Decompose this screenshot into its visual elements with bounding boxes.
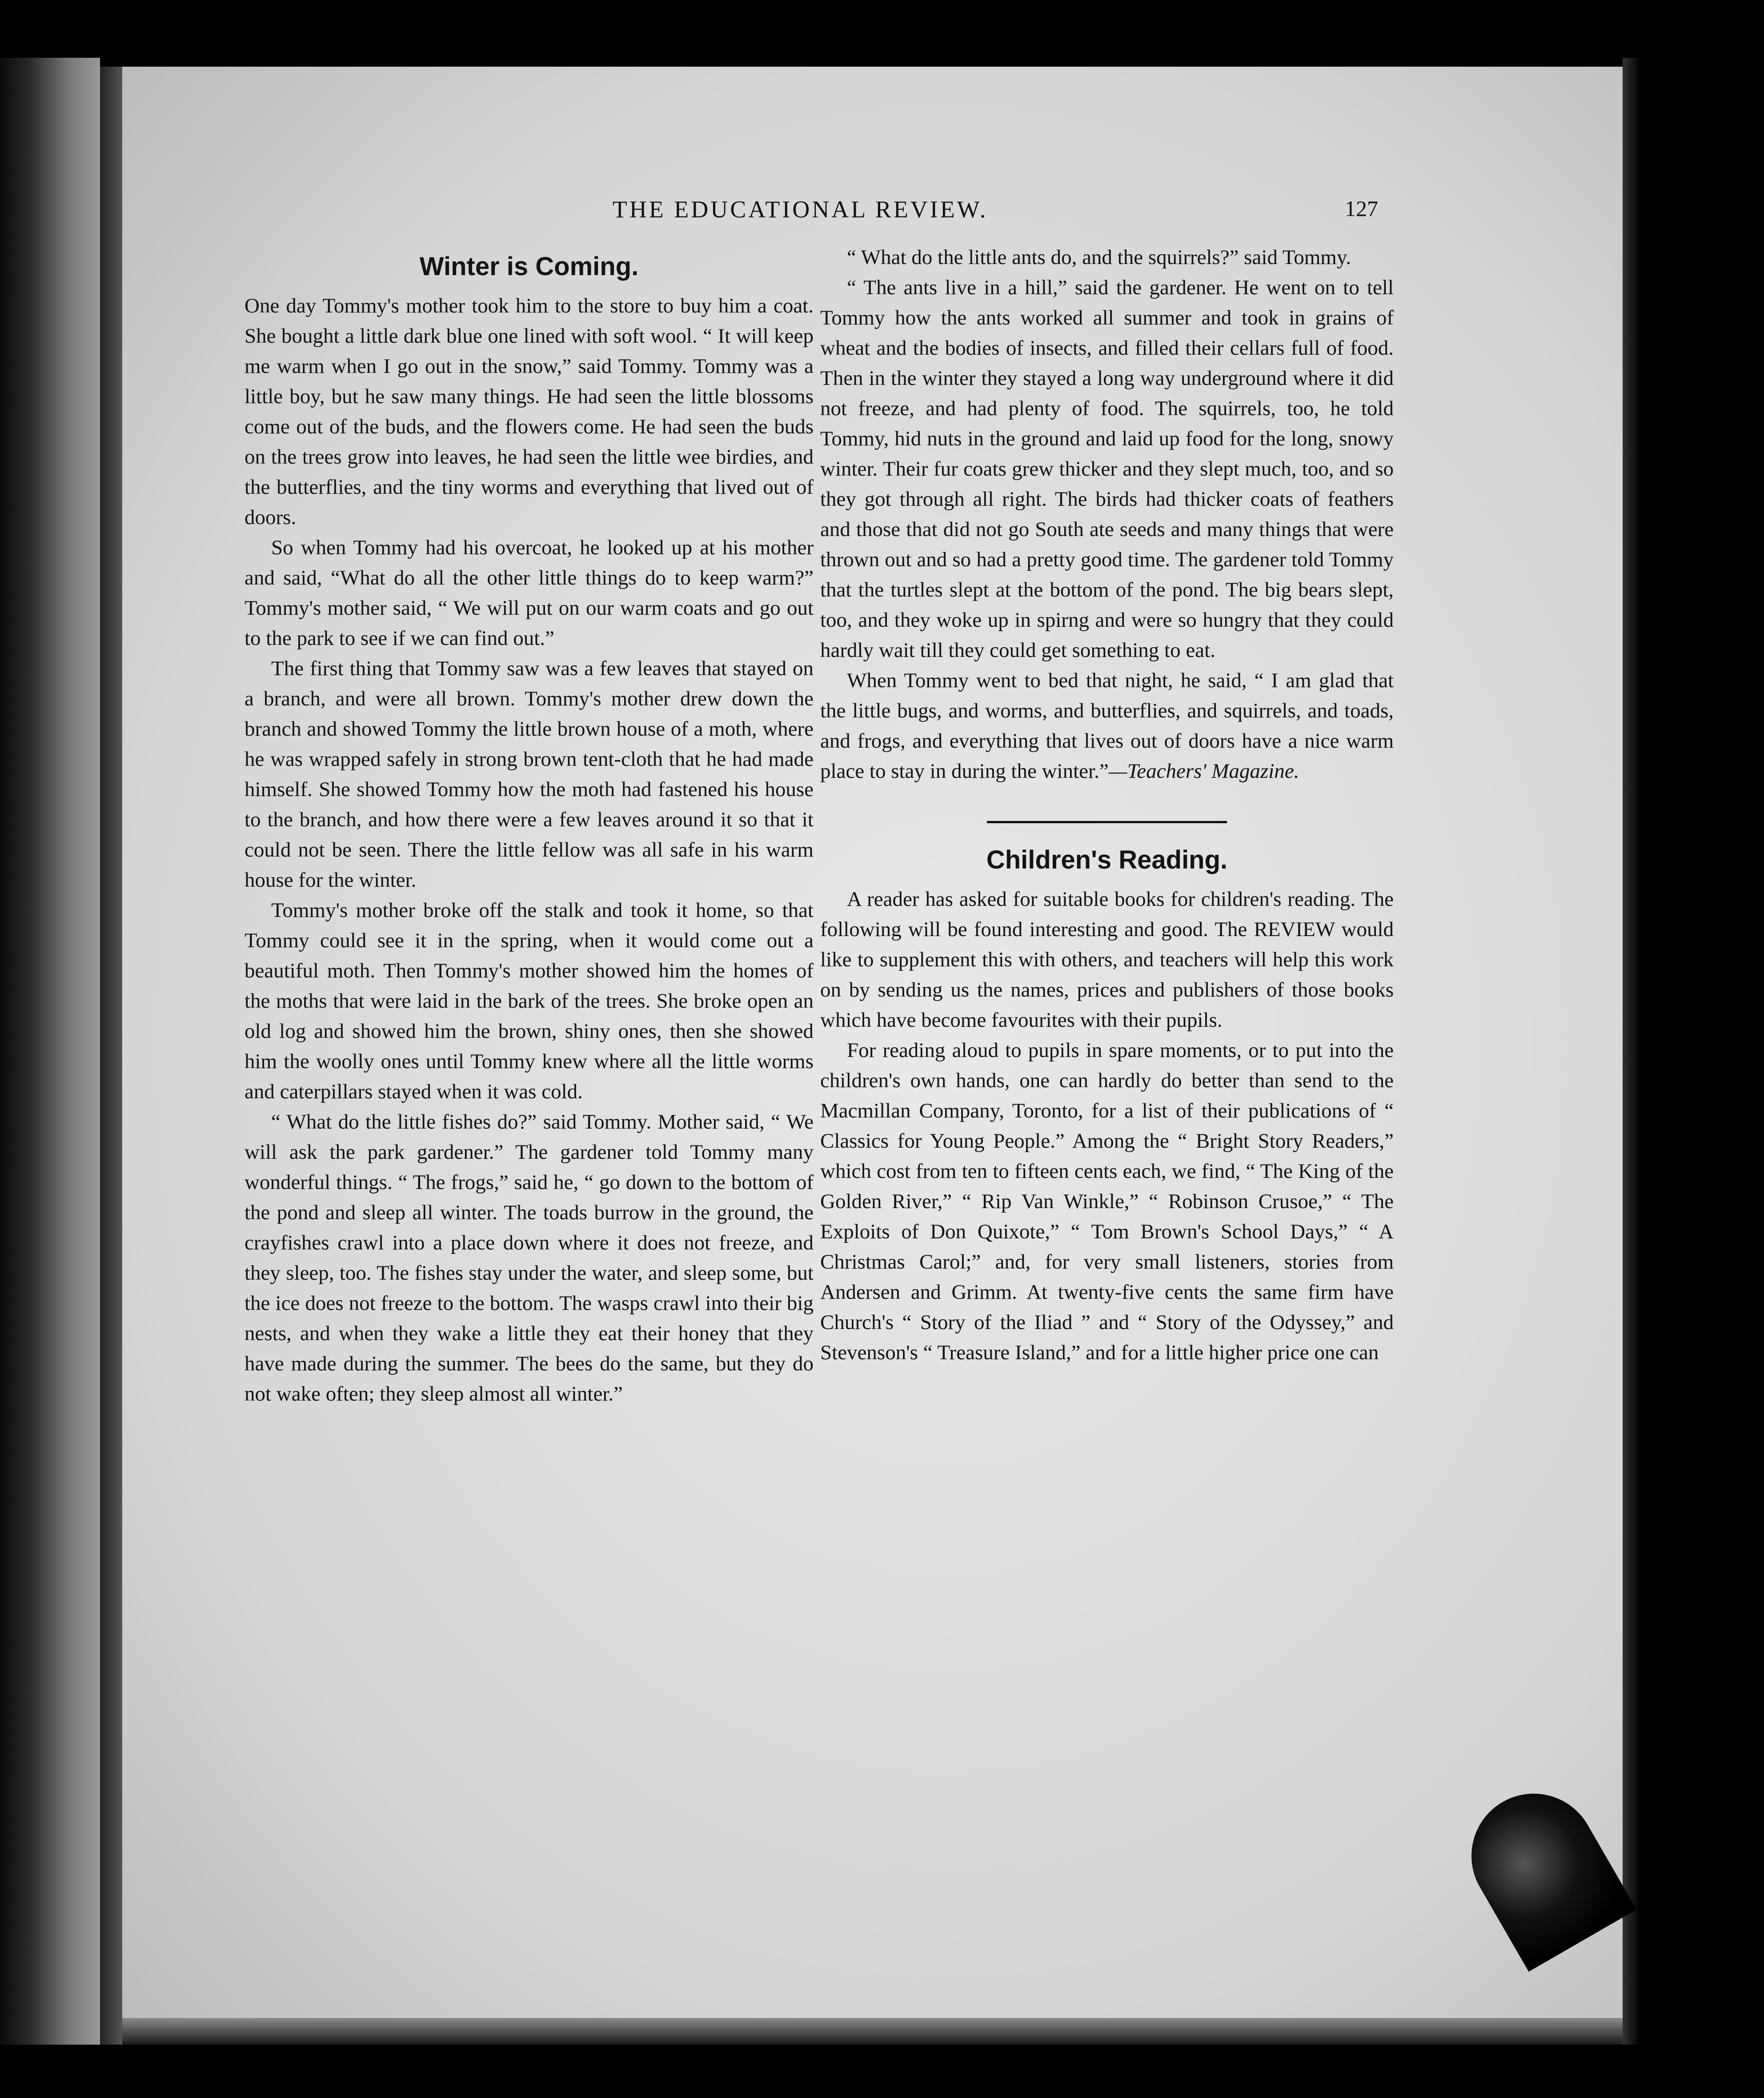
- left-column: [245, 249, 814, 1409]
- page-number: 127: [1345, 196, 1378, 221]
- divider-rule: [987, 821, 1227, 823]
- paragraph: The first thing that Tommy saw was a few leaves that stayed on a branch, and were all brown. Tommy's mother drew down the branch and showed Tommy the little brown house of a moth, where he was wrapped safely in strong brown tent-cloth that he had made himself. She showed Tommy how the moth had fastened his house to the branch, and how there were a few leaves around it so that it could not be seen. There the little fellow was all safe in his warm house for the winter.: [245, 657, 814, 892]
- section-divider: [820, 801, 1394, 832]
- paragraph: So when Tommy had his overcoat, he looked up at his mother and said, “What do all the other little things do to keep warm?” Tommy's mother said, “ We will put on our warm coats and go out to the park to see if we can find out.”: [245, 536, 814, 650]
- paragraph: One day Tommy's mother took him to the store to buy him a coat. She bought a little dark blue one lined with soft wool. “ It will keep me warm when I go out in the snow,” said Tommy. Tommy was a little boy, but he saw many things. He had seen the little blossoms come out of the buds, and the flowers come. He had seen the buds on the trees grow into leaves, he had seen the little wee birdies, and the butterflies, and the tiny worms and everything that lived out of doors.: [245, 294, 814, 529]
- article-title-winter: Winter is Coming.: [419, 252, 639, 281]
- paragraph: “ What do the little fishes do?” said Tommy. Mother said, “ We will ask the park gardener.” The gardener told Tommy many wonderful things. “ The frogs,” said he, “ go down to the bottom of the pond and sleep all winter. The toads burrow in the ground, the crayfishes crawl into a place down where it does not freeze, and they sleep, too. The fishes stay under the water, and sleep some, but the ice does not freeze to the bottom. The wasps crawl into their big nests, and when they wake a little they eat their honey that they have made during the summer. The bees do the same, but they do not wake often; they sleep almost all winter.”: [245, 1110, 814, 1405]
- right-page-edge: [1623, 58, 1640, 2045]
- paragraph-text: When Tommy went to bed that night, he said, “ I am glad that the little bugs, and worms, and butterflies, and squirrels, and toads, and frogs, and everything that lives out of doors have a nice warm place to stay in during the winter.”: [820, 669, 1394, 783]
- paragraph: For reading aloud to pupils in spare moments, or to put into the children's own hands, one can hardly do better than send to the Macmillan Company, Toronto, for a list of their publications of “ Classics for Young People.” Among the “ Bright Story Readers,” which cost from ten to fifteen cents each, we find, “ The King of the Golden River,” “ Rip Van Winkle,” “ Robinson Crusoe,” “ The Exploits of Don Quixote,” “ Tom Brown's School Days,” “ A Christmas Carol;” and, for very small listeners, stories from Andersen and Grimm. At twenty-five cents the same firm have Church's “ Story of the Iliad ” and “ Story of the Odyssey,” and Stevenson's “ Treasure Island,” and for a little higher price one can: [820, 1039, 1394, 1364]
- attribution: —Teachers' Magazine.: [1108, 760, 1299, 783]
- running-head: THE EDUCATIONAL REVIEW.: [612, 196, 988, 223]
- left-page-edge: [0, 58, 100, 2045]
- paragraph: Tommy's mother broke off the stalk and took it home, so that Tommy could see it in the spring, when it would come out a beautiful moth. Then Tommy's mother showed him the homes of the moths that were laid in the bark of the trees. She broke open an old log and showed him the brown, shiny ones, then she showed him the woolly ones until Tommy knew where all the little worms and caterpillars stayed when it was cold.: [245, 899, 814, 1103]
- paragraph: “ The ants live in a hill,” said the gardener. He went on to tell Tommy how the ants worked all summer and took in grains of wheat and the bodies of insects, and filled their cellars full of food. Then in the winter they stayed a long way underground where it did not freeze, and had plenty of food. The squirrels, too, he told Tommy, hid nuts in the ground and laid up food for the long, snowy winter. Their fur coats grew thicker and they slept much, too, and so they got through all right. The birds had thicker coats of feathers and those that did not go South ate seeds and many things that were thrown out and so had a pretty good time. The gardener told Tommy that the turtles slept at the bottom of the pond. The big bears slept, too, and they woke up in spirng and were so hungry that they could hardly wait till they could get something to eat.: [820, 276, 1394, 662]
- book-gutter: [100, 67, 122, 2045]
- page-bottom-shadow: [122, 2018, 1623, 2045]
- article-title-childrens-reading: Children's Reading.: [986, 845, 1228, 874]
- paragraph-closing: [820, 665, 1394, 786]
- paragraph: “ What do the little ants do, and the squirrels?” said Tommy.: [847, 246, 1351, 269]
- right-column: [820, 242, 1394, 1368]
- paragraph: A reader has asked for suitable books for children's reading. The following will be found interesting and good. The REVIEW would like to supplement this with others, and teachers will help this work on by sending us the names, prices and publishers of those books which have become favourites with their pupils.: [820, 888, 1394, 1032]
